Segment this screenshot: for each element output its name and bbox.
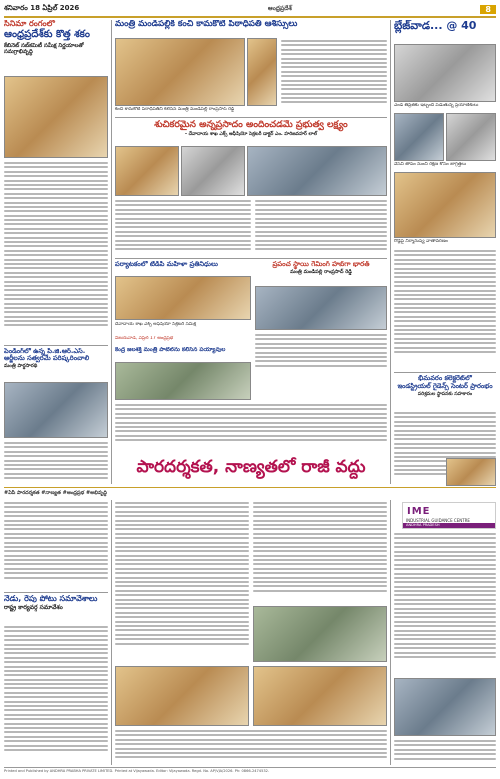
story-subtitle: కేబినెట్ సబ్‌కమిటీ సమీక్ష నిర్ణయాలతో సమగ్రాభివృద్ధి xyxy=(4,42,84,55)
section-rule xyxy=(4,487,496,488)
center-top-photo-2 xyxy=(247,38,277,106)
left-top-story-header xyxy=(4,20,108,80)
ime-logo-subtitle: INDUSTRIAL GUIDANCE CENTRE xyxy=(406,518,470,523)
center-small-photo xyxy=(115,362,251,400)
center-small-body xyxy=(115,404,387,448)
left-bottom-body xyxy=(4,626,108,766)
right-top-photo-3 xyxy=(446,113,496,161)
left-top-photo xyxy=(4,76,108,158)
main-headline-block xyxy=(115,452,387,482)
center-mid-body-left xyxy=(115,200,251,256)
section-rule xyxy=(4,345,108,346)
story-subtitle: మంత్రి మండిపల్లి రాంప్రసాద్ రెడ్డి xyxy=(290,269,352,276)
center-left-photo xyxy=(115,276,251,320)
column-divider xyxy=(390,20,391,484)
left-top-body xyxy=(4,162,108,342)
right-top-photo-2 xyxy=(394,113,444,161)
photo-caption: దేవాదాయ శాఖ ఎక్స్ అఫీషియో సెక్రటరీ సమీక్ష xyxy=(115,322,197,327)
column-divider xyxy=(111,20,112,484)
center-left-story-header xyxy=(115,261,251,273)
story-title: శుచికరమైన అన్నప్రసాదం అందించడమే ప్రభుత్వ లక్ష్యం xyxy=(154,120,348,130)
section-rule xyxy=(115,258,387,259)
ime-logo xyxy=(402,502,496,529)
photo-caption: వేసవి తాపం నుంచి రక్షణ కోసం జాగ్రత్తలు xyxy=(394,162,467,167)
section-rule xyxy=(4,592,108,593)
left-mid-body xyxy=(4,442,108,486)
right-bottom-body xyxy=(394,533,496,673)
story-title: బ్లేజ్‌వాడ... @ 40 xyxy=(394,20,477,32)
left-bottom-story-header xyxy=(4,595,108,623)
main-headline: పారదర్శకత, నాణ్యతలో రాజీ వద్దు xyxy=(136,457,366,477)
photo-caption: ఎండ తీవ్రతకు ఇబ్బంది పడుతున్న ప్రయాణికులు xyxy=(394,103,479,108)
bottom-center-body-left xyxy=(115,502,249,662)
bottom-left-body xyxy=(4,502,108,588)
bottom-center-photo-right xyxy=(253,606,387,662)
footer-rule xyxy=(4,767,496,768)
ime-logo-band: ANDHRA PRADESH xyxy=(403,523,495,528)
story-title: మంత్రి మండిపల్లికి కంచి కామకోటి పీఠాధిపతి ఆశీస్సులు xyxy=(115,20,298,29)
left-mid-story-header xyxy=(4,348,108,382)
center-right-story-header xyxy=(255,261,387,283)
bottom-center-body-right xyxy=(253,502,387,602)
right-top-body xyxy=(394,250,496,368)
center-mid-photo-2 xyxy=(181,146,245,196)
center-right-photo xyxy=(255,286,387,330)
center-mid-story-header xyxy=(115,120,387,144)
center-right-body xyxy=(255,334,387,372)
right-mid-portrait-photo xyxy=(446,458,496,486)
right-bottom-photo xyxy=(394,678,496,736)
right-top-photo xyxy=(394,44,496,102)
right-top-story-header xyxy=(394,20,496,42)
bottom-center-captions xyxy=(115,730,387,766)
bottom-center-photo-1 xyxy=(115,666,249,726)
story-title: పెండింగ్‌లో ఉన్న పి.జి.ఆర్.ఎస్. అర్జీలను సత్వరమే పరిష్కరించాలి xyxy=(4,348,90,362)
story-title: కేంద్ర జలశక్తి మంత్రి పాటిల్‌ను కలిసిన పయ్యావుల xyxy=(115,347,226,353)
photo-caption: కంచి కామకోటి పీఠాధిపతిని కలిసిన మంత్రి మండిపల్లి రాంప్రసాద్ రెడ్డి xyxy=(115,107,235,112)
center-top-story-header xyxy=(115,20,387,36)
page-number: 8 xyxy=(480,5,496,14)
photo-caption: రోడ్లపై నిర్మానుష్య వాతావరణం xyxy=(394,239,448,244)
story-kicker: సినిమా రంగంలో xyxy=(4,20,55,28)
story-title: ప్రపంచ స్థాయి గేమింగ్ హబ్‌గా భారత్ xyxy=(272,261,370,268)
center-mid-photo xyxy=(115,146,179,196)
center-top-photo xyxy=(115,38,245,106)
story-subtitle: పరిశ్రమల స్థాపనకు సహకారం xyxy=(417,391,473,397)
center-mid-photo-3 xyxy=(247,146,387,196)
imprint-line: Printed and Published by ANDHRA PRABHA PRIVATE LIMITED. Printed at Vijayawada. Editor: Vijayawada. Regd. No. AP/VJA/2026. Ph: 0866-2474532. xyxy=(4,769,270,773)
column-divider xyxy=(390,500,391,765)
story-title: పర్యాటకంలో టీడీపీ మహిళా ప్రతినిధులు xyxy=(115,261,218,268)
story-title-line-2: ఇండస్ట్రియల్ గైడెన్స్ సెంటర్ ప్రారంభం xyxy=(397,381,493,390)
story-title: భీమవరం కలెక్టరేట్‌లో xyxy=(418,375,472,382)
issue-date: శనివారం 18 ఏప్రిల్ 2026 xyxy=(4,4,80,12)
left-mid-photo xyxy=(4,382,108,438)
bottom-center-photo-2 xyxy=(253,666,387,726)
right-mid-story-header xyxy=(394,375,496,409)
dateline: విజయవాడ, ఏప్రిల్ 17 ఆంధ్రప్రభ xyxy=(115,336,174,341)
center-mid-body-right xyxy=(255,200,387,256)
story-title: నేడు, రేపు పోటు సమావేశాలు xyxy=(4,595,98,603)
story-subtitle: - దేవాదాయ శాఖ ఎక్స్ అఫీషియో సెక్రటరీ డాక్టర్ ఎం. హరిజవహర్ లాల్ xyxy=(185,131,317,137)
section-rule xyxy=(394,372,496,373)
story-subtitle: రాష్ట్ర కార్యవర్గ సమావేశం xyxy=(4,604,63,612)
center-small-story-header xyxy=(115,347,251,359)
right-bottom-caption xyxy=(394,740,496,766)
story-subtitle: మంత్రి పార్థసారథి xyxy=(4,362,38,369)
column-divider xyxy=(111,500,112,765)
hashtag-bar: #ఏపీ పారదర్శకత #నాణ్యత #ఆంధ్రప్రభ #అభివృద్ధి xyxy=(4,490,107,496)
masthead-bar xyxy=(4,3,496,15)
story-title: ఆంధ్రప్రదేశ్‌కు కొత్త శకం xyxy=(4,29,90,41)
header-rule xyxy=(4,16,496,18)
center-top-body xyxy=(281,40,387,112)
ime-logo-mark: IME xyxy=(407,506,431,517)
section-rule xyxy=(115,117,387,118)
right-top-photo-4 xyxy=(394,172,496,238)
section-name: ఆంధ్రప్రదేశ్ xyxy=(267,5,292,12)
